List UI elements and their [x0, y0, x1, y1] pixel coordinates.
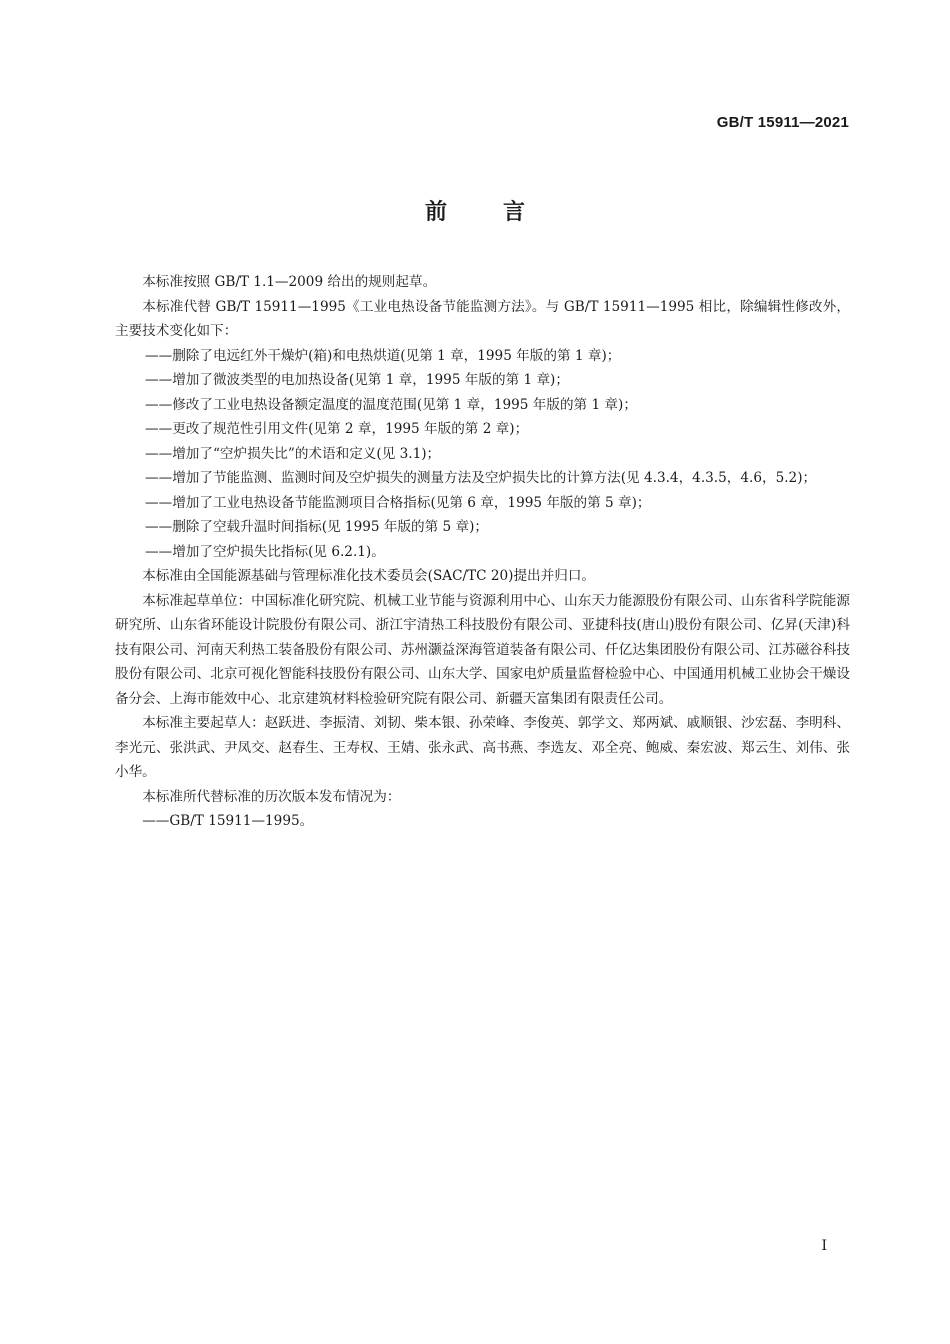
change-item: ——增加了工业电热设备节能监测项目合格指标(见第 6 章，1995 年版的第 5 章)； [145, 494, 651, 511]
paragraph-replacement: 本标准代替 GB/T 15911—1995《工业电热设备节能监测方法》。与 GB/T 15911—1995 相比，除编辑性修改外，主要技术变化如下： [115, 298, 850, 339]
paragraph-proposer: 本标准由全国能源基础与管理标准化技术委员会(SAC/TC 20)提出并归口。 [142, 568, 596, 584]
foreword-body [115, 270, 850, 834]
paragraph-history-intro: 本标准所代替标准的历次版本发布情况为： [142, 788, 401, 805]
standard-code: GB/T 15911—2021 [716, 114, 849, 131]
change-item: ——删除了电远红外干燥炉(箱)和电热烘道(见第 1 章，1995 年版的第 1 章)； [145, 347, 621, 364]
change-item: ——删除了空载升温时间指标(见 1995 年版的第 5 章)； [145, 519, 489, 535]
paragraph-drafters: 本标准主要起草人：赵跃进、李振清、刘韧、柴本银、孙荣峰、李俊英、郭学文、郑两斌、戚顺银、沙宏磊、李明科、李光元、张洪武、尹凤交、赵春生、王寿权、王婧、张永武、高书燕、李选友、邓全亮、鲍威、秦宏波、郑云生、刘伟、张小华。 [115, 715, 850, 780]
page-title: 前言 [424, 200, 581, 225]
change-item: ——增加了“空炉损失比”的术语和定义(见 3.1)； [145, 445, 441, 462]
change-item: ——更改了规范性引用文件(见第 2 章，1995 年版的第 2 章)； [145, 421, 529, 437]
change-item: ——增加了空炉损失比指标(见 6.2.1)。 [145, 543, 385, 560]
change-item: ——增加了节能监测、监测时间及空炉损失的测量方法及空炉损失比的计算方法(见 4.3.4，4.3.5，4.6，5.2)； [145, 470, 817, 486]
paragraph-drafting-rules: 本标准按照 GB/T 1.1—2009 给出的规则起草。 [142, 274, 437, 290]
paragraph-drafting-units: 本标准起草单位：中国标准化研究院、机械工业节能与资源利用中心、山东天力能源股份有限公司、山东省科学院能源研究所、山东省环能设计院股份有限公司、浙江宇清热工科技股份有限公司、亚捷科技(唐山)股份有限公司、亿昇(天津)科技有限公司、河南天利热工装备股份有限公司、苏州灏益深海管道装备有限公司、仟亿达集团股份有限公司、江苏磁谷科技股份有限公司、北京可视化智能科技股份有限公司、山东大学、国家电炉质量监督检验中心、中国通用机械工业协会干燥设备分会、上海市能效中心、北京建筑材料检验研究院有限公司、新疆天富集团有限责任公司。 [115, 592, 850, 707]
change-item: ——增加了微波类型的电加热设备(见第 1 章，1995 年版的第 1 章)； [145, 372, 569, 388]
page-number: I [821, 1238, 827, 1254]
change-item: ——修改了工业电热设备额定温度的温度范围(见第 1 章，1995 年版的第 1 章)； [145, 396, 637, 413]
history-item: ——GB/T 15911—1995。 [142, 813, 314, 829]
